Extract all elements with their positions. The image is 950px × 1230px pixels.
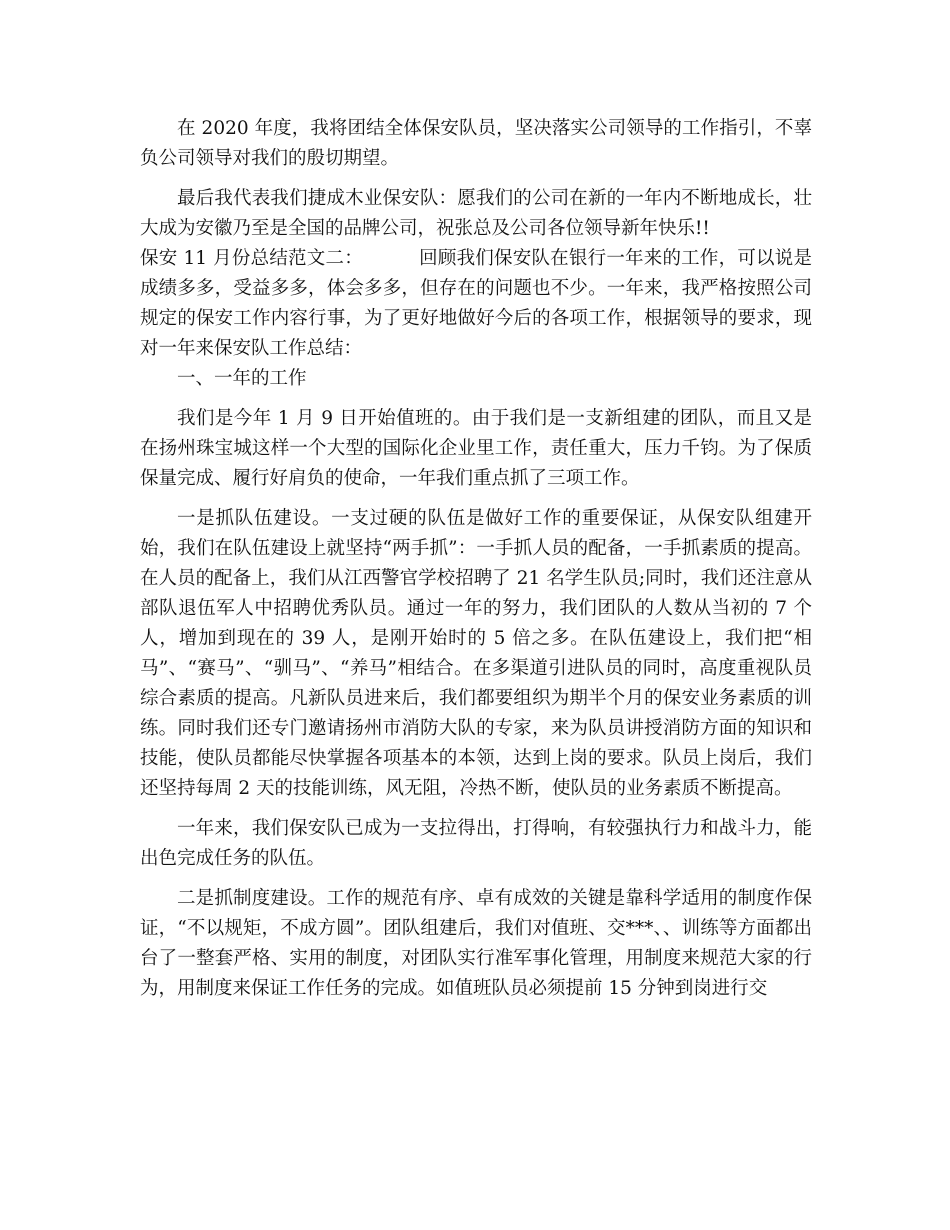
paragraph-start-duty: 我们是今年 1 月 9 日开始值班的。由于我们是一支新组建的团队，而且又是在扬州珠宝城这样一个大型的国际化企业里工作，责任重大，压力千钧。为了保质保量完成、履行好肩负的使命，一年我们重点抓了三项工作。 xyxy=(140,408,812,489)
document-page xyxy=(140,114,812,1004)
paragraph-team-building: 一是抓队伍建设。一支过硬的队伍是做好工作的重要保证，从保安队组建开始，我们在队伍建设上就坚持“两手抓”：一手抓人员的配备，一手抓素质的提高。在人员的配备上，我们从江西警官学校招聘了 21 名学生队员;同时，我们还注意从部队退伍军人中招聘优秀队员。通过一年的努力，我们团队的人数从当初的 7 个人，增加到现在的 39 人，是刚开始时的 5 倍之多。在队伍建设上，我们把“相马”、“赛马”、“驯马”、“养马”相结合。在多渠道引进队员的同时，高度重视队员综合素质的提高。凡新队员进来后，我们都要组织为期半个月的保安业务素质的训练。同时我们还专门邀请扬州市消防大队的专家，来为队员讲授消防方面的知识和技能，使队员都能尽快掌握各项基本的本领，达到上岗的要求。队员上岗后，我们还坚持每周 2 天的技能训练，风无阻，冷热不断，使队员的业务素质不断提高。 xyxy=(140,508,812,799)
paragraph-plan-2020: 在 2020 年度，我将团结全体保安队员，坚决落实公司领导的工作指引，不辜负公司领导对我们的殷切期望。 xyxy=(140,118,812,169)
section-heading-one-year-work: 一、一年的工作 xyxy=(177,368,307,389)
paragraph-system-building: 二是抓制度建设。工作的规范有序、卓有成效的关键是靠科学适用的制度作保证，“不以规矩，不成方圆”。团队组建后，我们对值班、交***、、训练等方面都出台了一整套严格、实用的制度，对团队实行准军事化管理，用制度来规范大家的行为，用制度来保证工作任务的完成。如值班队员必须提前 15 分钟到岗进行交 xyxy=(140,888,812,999)
paragraph-team-result: 一年来，我们保安队已成为一支拉得出，打得响，有较强执行力和战斗力，能出色完成任务的队伍。 xyxy=(140,818,812,869)
sample-two-label: 保安 11 月份总结范文二： xyxy=(140,248,363,269)
paragraph-closing-wishes: 最后我代表我们捷成木业保安队：愿我们的公司在新的一年内不断地成长，壮大成为安徽乃至是全国的品牌公司，祝张总及公司各位领导新年快乐!! xyxy=(140,188,812,239)
paragraph-sample-two xyxy=(140,244,812,364)
sample-two-body: 回顾我们保安队在银行一年来的工作，可以说是成绩多多，受益多多，体会多多，但存在的问题也不少。一年来，我严格按照公司规定的保安工作内容行事，为了更好地做好今后的各项工作，根据领导的要求，现对一年来保安队工作总结： xyxy=(140,248,812,359)
